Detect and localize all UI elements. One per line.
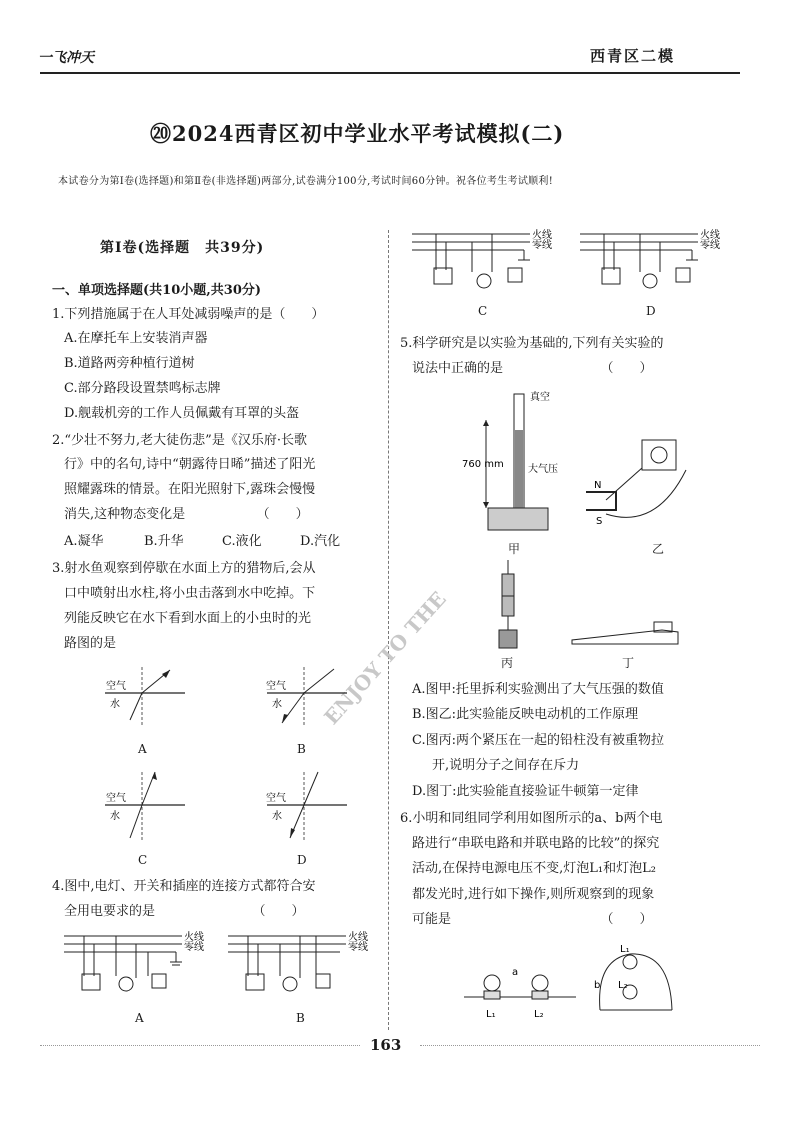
brand-logo-text: 一飞冲天 xyxy=(38,50,94,66)
q6-a-l2-label: L₂ xyxy=(534,1009,544,1020)
q1-option-c: C.部分路段设置禁鸣标志牌 xyxy=(64,381,221,396)
q3d-air-label: 空气 xyxy=(266,793,286,804)
q5-option-b: B.图乙:此实验能反映电动机的工作原理 xyxy=(412,707,639,722)
q4d-live-label: 火线 xyxy=(700,230,720,241)
q2-stem-line3: 照耀露珠的情景。在阳光照射下,露珠会慢慢 xyxy=(64,482,316,497)
q5-s-label: S xyxy=(596,516,603,527)
q3-stem-line2: 口中喷射出水柱,将小虫击落到水中吃掉。下 xyxy=(64,586,316,601)
q3-diagram-c xyxy=(100,770,190,845)
q2-option-c: C.液化 xyxy=(222,534,262,549)
q4b-live-label: 火线 xyxy=(348,932,368,943)
q3c-air-label: 空气 xyxy=(106,793,126,804)
q3b-water-label: 水 xyxy=(272,699,282,710)
q4-stem-line2: 全用电要求的是 （ ） xyxy=(64,904,305,919)
q3-diagram-b xyxy=(262,665,352,735)
q4-circuit-b xyxy=(228,928,378,1003)
q5-label-bing: 丙 xyxy=(501,656,514,670)
q5-figure-ding xyxy=(572,620,682,650)
q6-a-l1-label: L₁ xyxy=(486,1009,496,1020)
q3-stem-line3: 列能反映它在水下看到水面上的小虫时的光 xyxy=(64,611,312,626)
q4c-live-label: 火线 xyxy=(532,230,552,241)
q6-stem-line4: 都发光时,进行如下操作,则所观察到的现象 xyxy=(412,887,655,902)
q4b-neutral-label: 零线 xyxy=(348,942,368,953)
q6-stem-line3: 活动,在保持电源电压不变,灯泡L₁和灯泡L₂ xyxy=(412,861,656,876)
q2-option-b: B.升华 xyxy=(144,534,184,549)
exam-title: ⑳2024西青区初中学业水平考试模拟(二) xyxy=(150,121,565,146)
q1-option-d: D.舰载机旁的工作人员佩戴有耳罩的头盔 xyxy=(64,406,300,421)
q1-option-b: B.道路两旁种植行道树 xyxy=(64,356,195,371)
q3a-air-label: 空气 xyxy=(106,681,126,692)
q5-figure-bing xyxy=(490,560,530,655)
q5-stem-line1: 5.科学研究是以实验为基础的,下列有关实验的 xyxy=(400,336,664,351)
q3d-water-label: 水 xyxy=(272,811,282,822)
q3-diagram-d xyxy=(262,770,352,845)
page-number: 163 xyxy=(370,1036,402,1054)
q6-b-l1-label: L₁ xyxy=(620,944,630,955)
q3-diagram-a xyxy=(100,665,190,735)
q4-stem-line1: 4.图中,电灯、开关和插座的连接方式都符合安 xyxy=(52,879,316,894)
q4-circuit-a xyxy=(64,928,214,1003)
column-divider xyxy=(388,230,389,1030)
q5-option-d: D.图丁:此实验能直接验证牛顿第一定律 xyxy=(412,784,639,799)
q3-label-d: D xyxy=(297,853,307,867)
q6-a-label: a xyxy=(512,967,519,978)
q4-label-d: D xyxy=(646,304,656,318)
q5-stem-line2: 说法中正确的是 （ ） xyxy=(412,361,653,376)
q5-option-a: A.图甲:托里拆利实验测出了大气压强的数值 xyxy=(412,682,664,697)
q5-figure-jia xyxy=(462,390,572,540)
q3-label-b: B xyxy=(297,742,306,756)
header-rule xyxy=(40,72,740,74)
q4-label-c: C xyxy=(478,304,488,318)
q3b-air-label: 空气 xyxy=(266,681,286,692)
q2-stem-line1: 2.“少壮不努力,老大徒伤悲”是《汉乐府·长歌 xyxy=(52,433,307,448)
q1-option-a: A.在摩托车上安装消声器 xyxy=(64,331,208,346)
q6-circuit-b xyxy=(590,940,690,1020)
q3-label-a: A xyxy=(138,742,147,756)
q2-stem-line4: 消失,这种物态变化是 （ ） xyxy=(64,507,309,522)
part-title: 一、单项选择题(共10小题,共30分) xyxy=(52,283,262,298)
q3c-water-label: 水 xyxy=(110,811,120,822)
q2-option-a: A.凝华 xyxy=(64,534,104,549)
footer-dots-left xyxy=(40,1045,360,1046)
q6-stem-line2: 路进行“串联电路和并联电路的比较”的探究 xyxy=(412,836,660,851)
q4a-neutral-label: 零线 xyxy=(184,942,204,953)
q4-label-a: A xyxy=(135,1011,144,1025)
q2-option-d: D.汽化 xyxy=(300,534,341,549)
q5-vacuum-label: 真空 xyxy=(530,392,550,403)
q1-stem: 1.下列措施属于在人耳处减弱噪声的是（ ） xyxy=(52,307,325,322)
q5-option-c: C.图丙:两个紧压在一起的铅柱没有被重物拉 xyxy=(412,733,664,748)
q5-n-label: N xyxy=(594,480,602,491)
q4-label-b: B xyxy=(296,1011,305,1025)
q5-option-c-cont: 开,说明分子之间存在斥力 xyxy=(432,758,580,773)
q5-label-jia: 甲 xyxy=(508,542,521,556)
q6-stem-line1: 6.小明和同组同学利用如图所示的a、b两个电 xyxy=(400,811,663,826)
series-label: 西青区二模 xyxy=(590,47,676,65)
q6-circuit-a xyxy=(460,965,580,1025)
q6-stem-line5: 可能是 （ ） xyxy=(412,912,653,927)
section-title: 第Ⅰ卷(选择题 共39分) xyxy=(100,240,265,256)
q5-figure-yi xyxy=(576,440,706,530)
q6-b-label: b xyxy=(594,980,601,991)
q5-label-yi: 乙 xyxy=(652,542,665,556)
q4-circuit-d xyxy=(580,226,730,301)
q6-b-l2-label: L₂ xyxy=(618,980,628,991)
q3a-water-label: 水 xyxy=(110,699,120,710)
q4a-live-label: 火线 xyxy=(184,932,204,943)
footer-dots-right xyxy=(420,1045,760,1046)
exam-instructions: 本试卷分为第Ⅰ卷(选择题)和第Ⅱ卷(非选择题)两部分,试卷满分100分,考试时间60分钟。祝各位考生考试顺利! xyxy=(58,176,554,187)
q5-atm-label: 大气压 xyxy=(528,464,558,475)
watermark: ENJOY TO THE xyxy=(319,586,451,730)
q3-stem-line4: 路图的是 xyxy=(64,636,117,651)
q5-height-label: 760 mm xyxy=(462,459,504,470)
q3-stem-line1: 3.射水鱼观察到停歇在水面上方的猎物后,会从 xyxy=(52,561,316,576)
q4-circuit-c xyxy=(412,226,562,301)
q4d-neutral-label: 零线 xyxy=(700,240,720,251)
q3-label-c: C xyxy=(138,853,148,867)
q5-label-ding: 丁 xyxy=(622,656,635,670)
q4c-neutral-label: 零线 xyxy=(532,240,552,251)
q2-stem-line2: 行》中的名句,诗中“朝露待日晞”描述了阳光 xyxy=(64,457,316,472)
